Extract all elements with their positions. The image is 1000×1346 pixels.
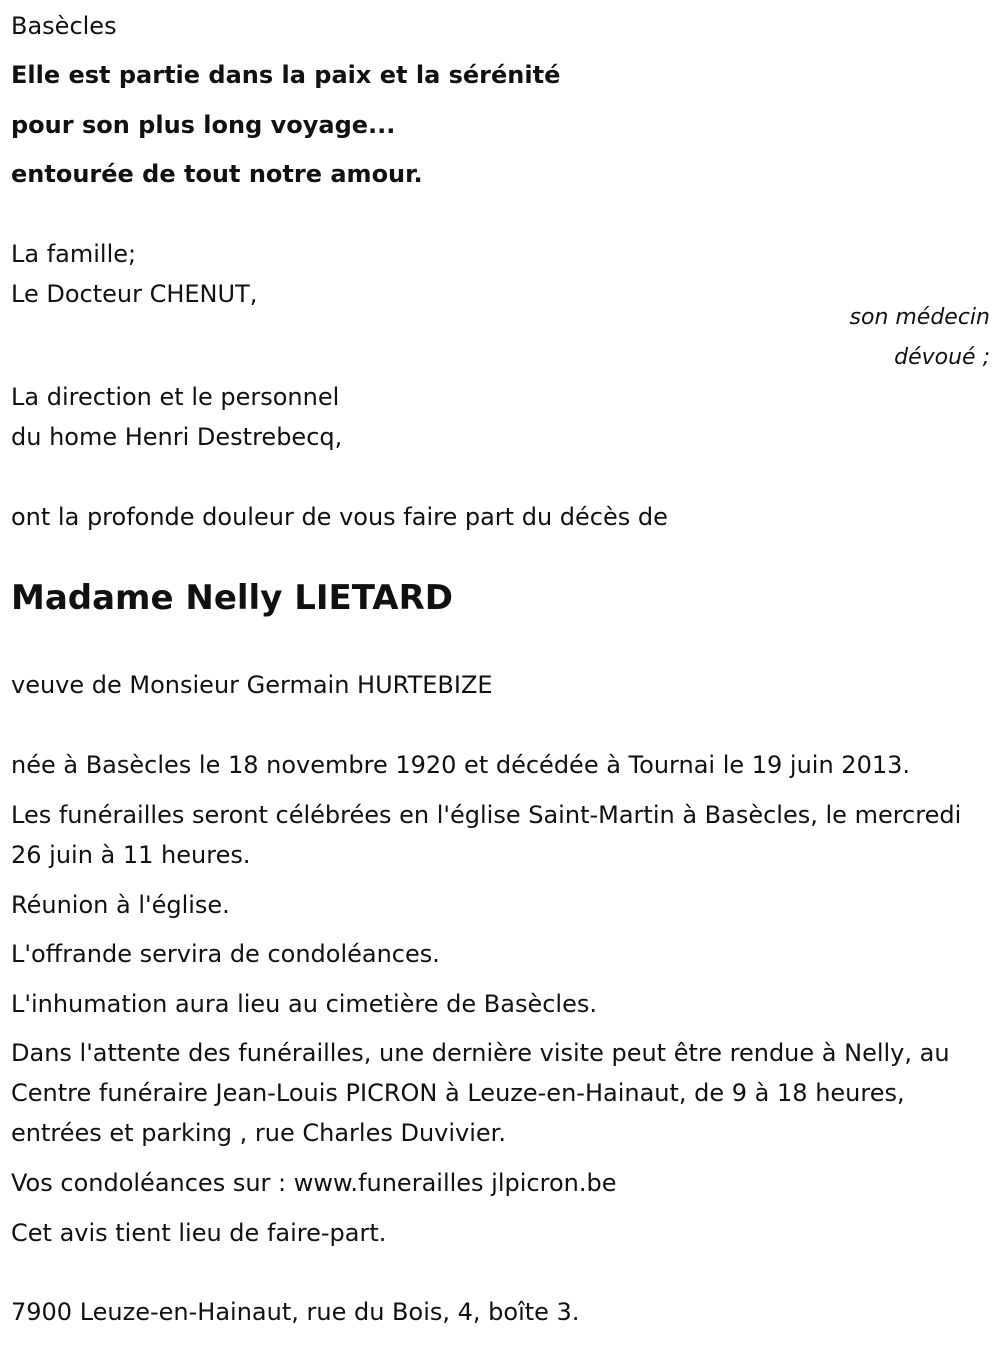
condolences-info: Vos condoléances sur : www.funerailles jlpicron.be [11, 1169, 617, 1197]
funeral-info: Les funérailles seront célébrées en l'église Saint-Martin à Basècles, le mercredi 26 juin à 11 heures. [11, 801, 962, 869]
meeting-info: Réunion à l'église. [11, 891, 230, 919]
notice-info: Cet avis tient lieu de faire-part. [11, 1219, 387, 1247]
epitaph-line-1: Elle est partie dans la paix et la sérénité [11, 61, 561, 89]
epitaph-line-3: entourée de tout notre amour. [11, 160, 423, 188]
epitaph-line-2: pour son plus long voyage... [11, 111, 396, 139]
doctor-line: Le Docteur CHENUT, [11, 280, 258, 308]
home-line-2: du home Henri Destrebecq, [11, 423, 343, 451]
deceased-name: Madame Nelly LIETARD [11, 578, 454, 618]
family-line: La famille; [11, 240, 137, 268]
doctor-role-line-1: son médecin [849, 305, 990, 330]
widow-of: veuve de Monsieur Germain HURTEBIZE [11, 671, 493, 699]
address: 7900 Leuze-en-Hainaut, rue du Bois, 4, boîte 3. [11, 1298, 580, 1326]
location: Basècles [11, 12, 117, 40]
announcement: ont la profonde douleur de vous faire part du décès de [11, 503, 668, 531]
home-line-1: La direction et le personnel [11, 383, 340, 411]
doctor-role-line-2: dévoué ; [894, 345, 990, 370]
visit-info: Dans l'attente des funérailles, une dernière visite peut être rendue à Nelly, au Centre funéraire Jean-Louis PICRON à Leuze-en-Hainaut, de 9 à 18 heures, entrées et parking , rue Charles Duvivier. [11, 1039, 950, 1147]
offering-info: L'offrande servira de condoléances. [11, 940, 440, 968]
burial-info: L'inhumation aura lieu au cimetière de Basècles. [11, 990, 597, 1018]
birth-death: née à Basècles le 18 novembre 1920 et décédée à Tournai le 19 juin 2013. [11, 751, 911, 779]
